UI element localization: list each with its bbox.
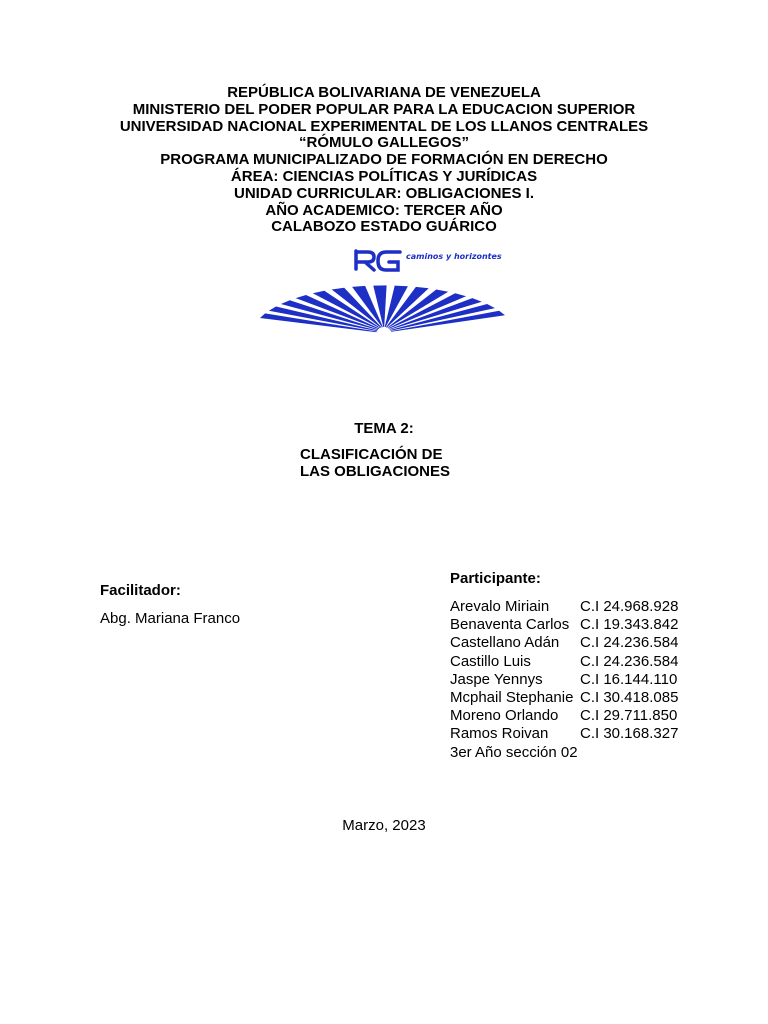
- header-line: ÁREA: CIENCIAS POLÍTICAS Y JURÍDICAS: [230, 167, 538, 185]
- logo-letters: [356, 251, 400, 270]
- participant-name: Jaspe Yennys: [450, 670, 543, 688]
- participant-row: [450, 725, 678, 743]
- facilitator-label: Facilitador:: [100, 582, 181, 599]
- header-line: “RÓMULO GALLEGOS”: [299, 134, 469, 152]
- participants-list: [450, 598, 678, 762]
- topic-title-line: LAS OBLIGACIONES: [300, 463, 451, 480]
- participant-row: [450, 598, 678, 616]
- participant-name: Castellano Adán: [450, 634, 560, 652]
- institution-header: [0, 85, 768, 236]
- logo-rays: [260, 285, 505, 332]
- participant-name: Benaventa Carlos: [450, 616, 570, 634]
- participant-ci: C.I 24.236.584: [580, 634, 679, 652]
- header-line: UNIDAD CURRICULAR: OBLIGACIONES I.: [234, 184, 534, 202]
- header-line: REPÚBLICA BOLIVARIANA DE VENEZUELA: [227, 84, 541, 101]
- participant-row: [450, 707, 678, 725]
- participant-name: Castillo Luis: [450, 652, 531, 670]
- participant-row: [450, 616, 678, 634]
- facilitator-name: Abg. Mariana Franco: [100, 610, 241, 627]
- header-line: MINISTERIO DEL PODER POPULAR PARA LA EDUCACION SUPERIOR: [132, 100, 636, 118]
- section-label: 3er Año sección 02: [450, 743, 578, 761]
- header-line: CALABOZO ESTADO GUÁRICO: [271, 218, 497, 236]
- header-line: UNIVERSIDAD NACIONAL EXPERIMENTAL DE LOS LLANOS CENTRALES: [119, 117, 649, 135]
- participant-ci: C.I 16.144.110: [580, 670, 678, 688]
- document-date: Marzo, 2023: [342, 817, 426, 834]
- participants-label: Participante:: [450, 570, 541, 587]
- participant-ci: C.I 24.236.584: [580, 652, 679, 670]
- topic-title: [300, 446, 450, 480]
- topic-number: TEMA 2:: [354, 420, 414, 437]
- header-line: AÑO ACADEMICO: TERCER AÑO: [265, 201, 503, 219]
- participant-ci: C.I 19.343.842: [580, 616, 679, 634]
- logo-slogan: caminos y horizontes: [406, 252, 502, 261]
- participant-ci: C.I 30.168.327: [580, 725, 679, 743]
- participant-ci: C.I 24.968.928: [580, 598, 679, 615]
- participant-row: [450, 634, 678, 652]
- header-line: PROGRAMA MUNICIPALIZADO DE FORMACIÓN EN DERECHO: [160, 151, 608, 169]
- participant-name: Mcphail Stephanie: [450, 689, 574, 707]
- participant-row: [450, 653, 678, 671]
- topic-title-line: CLASIFICACIÓN DE: [300, 446, 443, 463]
- participant-name: Arevalo Miriain: [450, 598, 550, 615]
- participant-row: [450, 671, 678, 689]
- participant-name: Moreno Orlando: [450, 707, 559, 725]
- participant-ci: C.I 29.711.850: [580, 707, 678, 725]
- university-logo: [252, 243, 516, 337]
- participant-ci: C.I 30.418.085: [580, 689, 679, 707]
- participant-name: Ramos Roivan: [450, 725, 549, 743]
- participant-row: [450, 689, 678, 707]
